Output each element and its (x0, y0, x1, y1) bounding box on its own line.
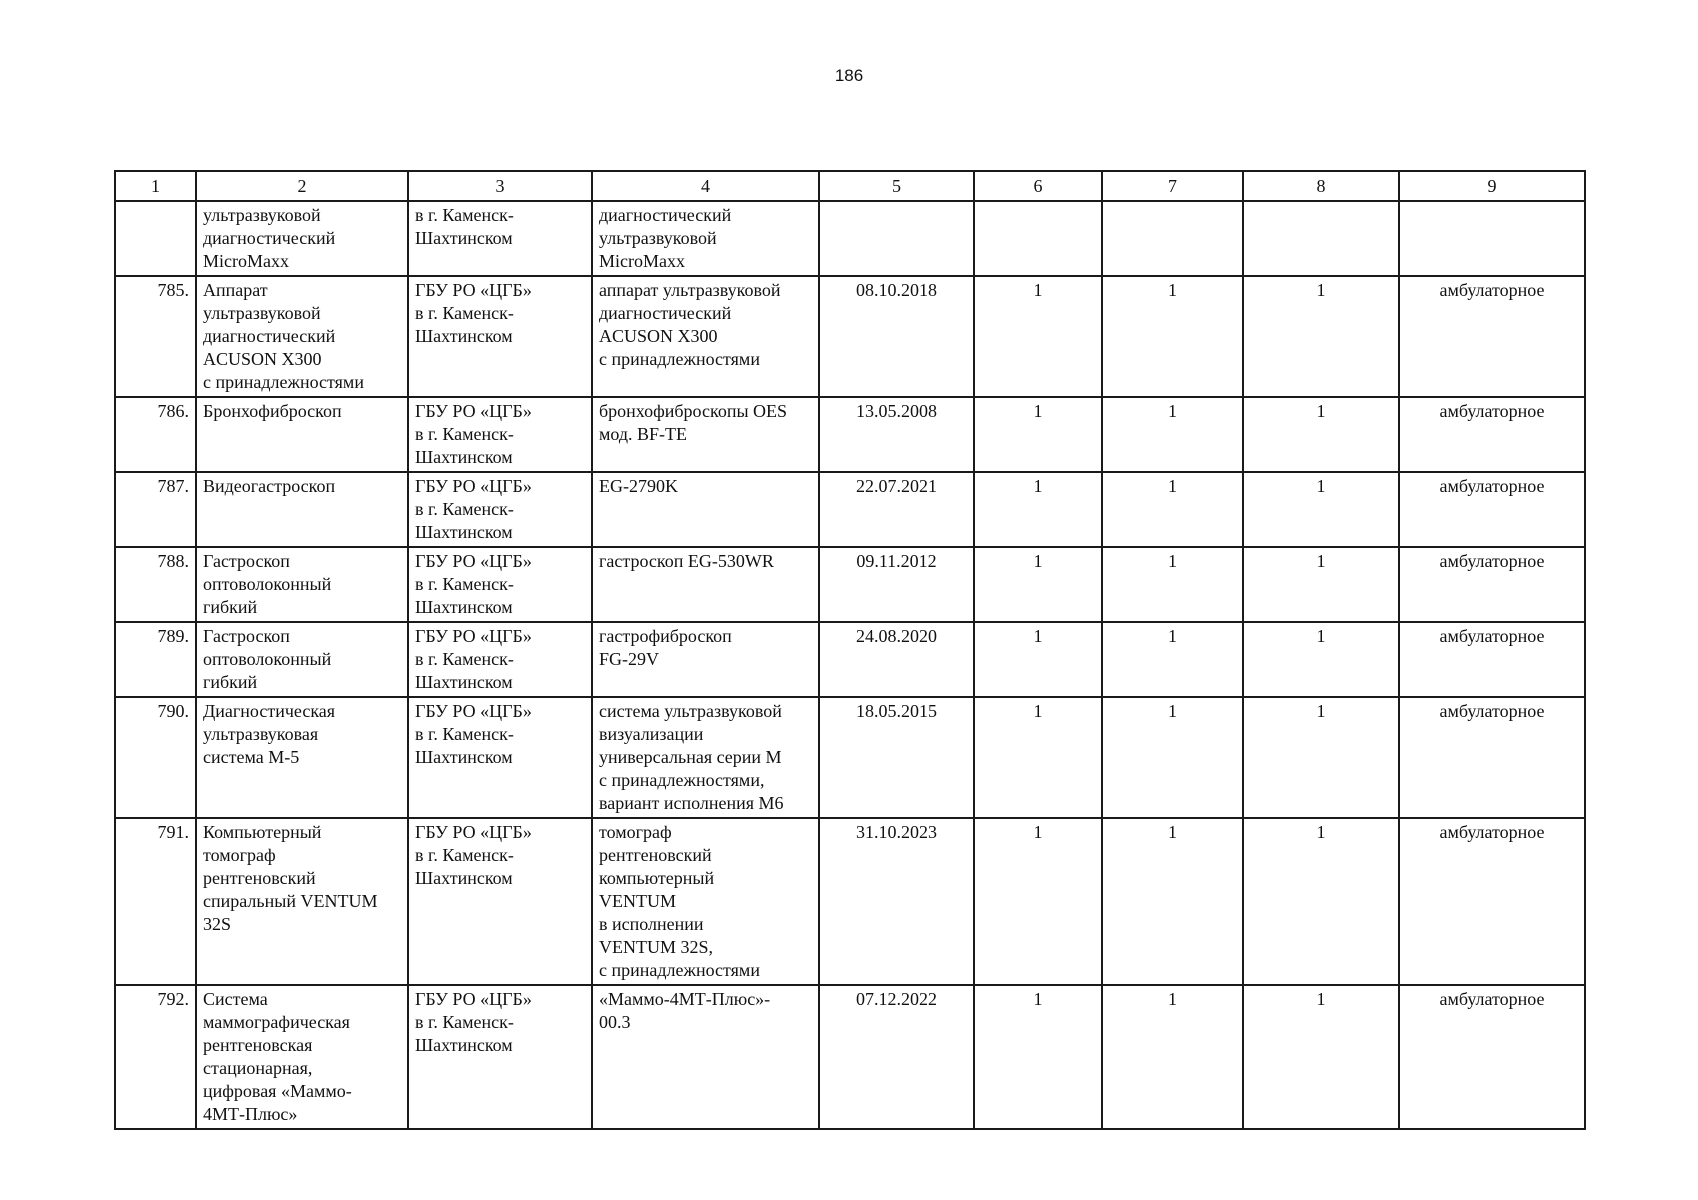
organization-cell: ГБУ РО «ЦГБ» в г. Каменск- Шахтинском (408, 547, 592, 622)
model-cell: система ультразвуковой визуализации универсальная серии М с принадлежностями, вариант исполнения М6 (592, 697, 819, 818)
date-cell: 13.05.2008 (819, 397, 974, 472)
row-number-cell: 790. (115, 697, 196, 818)
column-header: 2 (196, 171, 408, 201)
quantity-cell: 1 (1243, 985, 1399, 1129)
quantity-cell: 1 (1243, 697, 1399, 818)
quantity-cell: 1 (1243, 397, 1399, 472)
quantity-cell: 1 (1102, 547, 1243, 622)
care-type-cell: амбулаторное (1399, 472, 1585, 547)
quantity-cell: 1 (974, 547, 1102, 622)
quantity-cell: 1 (974, 697, 1102, 818)
equipment-name-cell: Гастроскоп оптоволоконный гибкий (196, 622, 408, 697)
quantity-cell (1102, 201, 1243, 276)
header-row (115, 171, 1585, 201)
organization-cell: ГБУ РО «ЦГБ» в г. Каменск- Шахтинском (408, 276, 592, 397)
model-cell: аппарат ультразвуковой диагностический ACUSON X300 с принадлежностями (592, 276, 819, 397)
organization-cell: ГБУ РО «ЦГБ» в г. Каменск- Шахтинском (408, 397, 592, 472)
quantity-cell: 1 (1102, 697, 1243, 818)
column-header: 1 (115, 171, 196, 201)
column-header: 7 (1102, 171, 1243, 201)
quantity-cell: 1 (1102, 276, 1243, 397)
date-cell: 07.12.2022 (819, 985, 974, 1129)
quantity-cell: 1 (1102, 622, 1243, 697)
model-cell: гастроскоп EG-530WR (592, 547, 819, 622)
equipment-name-cell: Система маммографическая рентгеновская стационарная, цифровая «Маммо- 4МТ-Плюс» (196, 985, 408, 1129)
column-header: 6 (974, 171, 1102, 201)
equipment-name-cell: Диагностическая ультразвуковая система М-5 (196, 697, 408, 818)
care-type-cell: амбулаторное (1399, 547, 1585, 622)
equipment-name-cell: Видеогастроскоп (196, 472, 408, 547)
row-number-cell: 785. (115, 276, 196, 397)
table-row (115, 697, 1585, 818)
equipment-name-cell: Бронхофиброскоп (196, 397, 408, 472)
quantity-cell: 1 (974, 276, 1102, 397)
table-row (115, 818, 1585, 985)
table-row (115, 547, 1585, 622)
equipment-name-cell: Компьютерный томограф рентгеновский спиральный VENTUM 32S (196, 818, 408, 985)
organization-cell: ГБУ РО «ЦГБ» в г. Каменск- Шахтинском (408, 697, 592, 818)
quantity-cell: 1 (974, 472, 1102, 547)
date-cell: 08.10.2018 (819, 276, 974, 397)
row-number-cell: 787. (115, 472, 196, 547)
model-cell: гастрофиброскоп FG-29V (592, 622, 819, 697)
quantity-cell: 1 (1243, 472, 1399, 547)
date-cell: 18.05.2015 (819, 697, 974, 818)
column-header: 8 (1243, 171, 1399, 201)
date-cell: 31.10.2023 (819, 818, 974, 985)
date-cell: 24.08.2020 (819, 622, 974, 697)
table-row (115, 472, 1585, 547)
quantity-cell (1243, 201, 1399, 276)
column-header: 3 (408, 171, 592, 201)
care-type-cell: амбулаторное (1399, 276, 1585, 397)
equipment-name-cell: ультразвуковой диагностический MicroMaxx (196, 201, 408, 276)
column-header: 9 (1399, 171, 1585, 201)
table-row (115, 622, 1585, 697)
organization-cell: ГБУ РО «ЦГБ» в г. Каменск- Шахтинском (408, 472, 592, 547)
model-cell: томограф рентгеновский компьютерный VENTUM в исполнении VENTUM 32S, с принадлежностями (592, 818, 819, 985)
care-type-cell: амбулаторное (1399, 397, 1585, 472)
date-cell: 22.07.2021 (819, 472, 974, 547)
care-type-cell: амбулаторное (1399, 622, 1585, 697)
equipment-table (114, 170, 1586, 1130)
organization-cell: в г. Каменск- Шахтинском (408, 201, 592, 276)
quantity-cell: 1 (1102, 818, 1243, 985)
quantity-cell: 1 (1243, 276, 1399, 397)
equipment-name-cell: Аппарат ультразвуковой диагностический ACUSON X300 с принадлежностями (196, 276, 408, 397)
model-cell: «Маммо-4МТ-Плюс»- 00.3 (592, 985, 819, 1129)
row-number-cell: 788. (115, 547, 196, 622)
model-cell: диагностический ультразвуковой MicroMaxx (592, 201, 819, 276)
care-type-cell (1399, 201, 1585, 276)
row-number-cell: 791. (115, 818, 196, 985)
quantity-cell: 1 (974, 818, 1102, 985)
column-header: 5 (819, 171, 974, 201)
equipment-name-cell: Гастроскоп оптоволоконный гибкий (196, 547, 408, 622)
quantity-cell: 1 (1102, 397, 1243, 472)
row-number-cell (115, 201, 196, 276)
table-row (115, 276, 1585, 397)
continuation-row (115, 201, 1585, 276)
quantity-cell: 1 (1243, 547, 1399, 622)
care-type-cell: амбулаторное (1399, 818, 1585, 985)
quantity-cell: 1 (974, 985, 1102, 1129)
model-cell: EG-2790K (592, 472, 819, 547)
care-type-cell: амбулаторное (1399, 985, 1585, 1129)
organization-cell: ГБУ РО «ЦГБ» в г. Каменск- Шахтинском (408, 622, 592, 697)
quantity-cell: 1 (1243, 622, 1399, 697)
page-number: 186 (834, 66, 864, 85)
date-cell (819, 201, 974, 276)
quantity-cell: 1 (1102, 472, 1243, 547)
row-number-cell: 792. (115, 985, 196, 1129)
quantity-cell: 1 (1102, 985, 1243, 1129)
quantity-cell: 1 (974, 397, 1102, 472)
care-type-cell: амбулаторное (1399, 697, 1585, 818)
date-cell: 09.11.2012 (819, 547, 974, 622)
column-header: 4 (592, 171, 819, 201)
row-number-cell: 789. (115, 622, 196, 697)
table-row (115, 985, 1585, 1129)
model-cell: бронхофиброскопы OES мод. BF-TE (592, 397, 819, 472)
quantity-cell: 1 (1243, 818, 1399, 985)
organization-cell: ГБУ РО «ЦГБ» в г. Каменск- Шахтинском (408, 985, 592, 1129)
quantity-cell (974, 201, 1102, 276)
row-number-cell: 786. (115, 397, 196, 472)
organization-cell: ГБУ РО «ЦГБ» в г. Каменск- Шахтинском (408, 818, 592, 985)
table-row (115, 397, 1585, 472)
quantity-cell: 1 (974, 622, 1102, 697)
